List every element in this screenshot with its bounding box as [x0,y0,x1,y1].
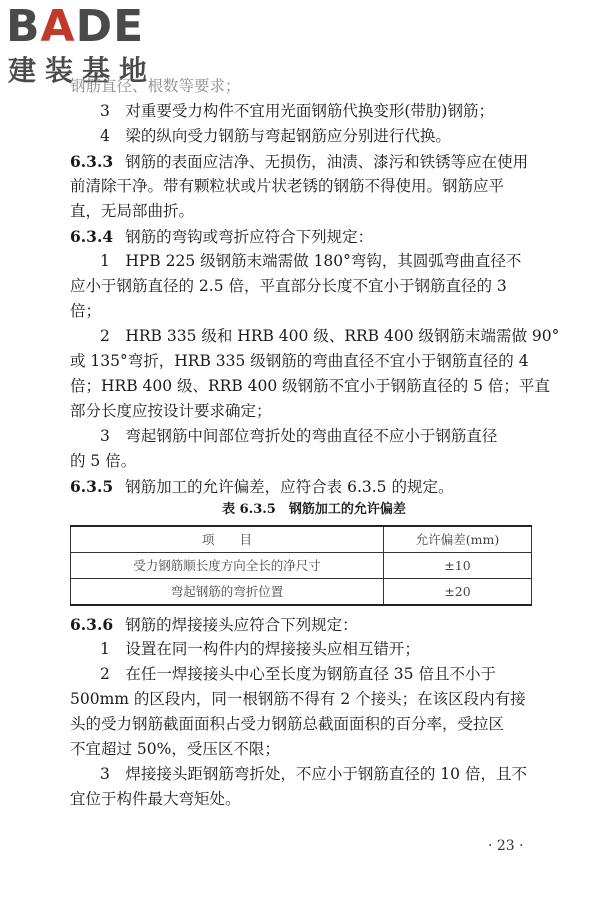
brand-subtitle: 建装基地 [8,54,157,87]
line-text: 2 HRB 335 级和 HRB 400 级、RRB 400 级钢筋末端需做 90° [100,327,560,345]
text-block-lower [70,612,558,812]
line-text: 头的受力钢筋截面面积占受力钢筋总截面面积的百分率，受拉区 [70,715,505,733]
text-line [70,199,558,224]
text-line [70,762,558,787]
table-header-cell: 项 目 [71,526,384,553]
table-cell: 受力钢筋顺长度方向全长的净尺寸 [71,553,384,579]
table-header-row [71,526,532,553]
text-line [70,424,558,449]
text-line [70,74,558,99]
section-number: 6.3.6 [70,615,114,634]
section-number: 6.3.4 [70,227,114,246]
line-text: 或 135°弯折，HRB 335 级钢筋的弯曲直径不宜小于钢筋直径的 4 [70,352,529,370]
section-number: 6.3.5 [70,477,114,496]
section-line [70,612,558,637]
table-row [71,553,532,579]
text-line [70,687,558,712]
document-body [70,74,558,812]
text-line [70,324,558,349]
text-line [70,374,558,399]
brand-wordmark: BADE [6,1,145,52]
section-line [70,149,558,174]
line-text: 3 焊接接头距钢筋弯折处，不应小于钢筋直径的 10 倍，且不 [100,765,527,783]
text-line [70,712,558,737]
page-number: · 23 · [488,838,524,854]
text-line [70,299,558,324]
text-line [70,249,558,274]
line-text: 500mm 的区段内，同一根钢筋不得有 2 个接头；在该区段内有接 [70,690,526,708]
line-text: 钢筋的焊接接头应符合下列规定： [125,616,358,634]
table-cell: ±20 [384,579,532,606]
line-text: 钢筋的弯钩或弯折应符合下列规定： [125,228,374,246]
table-cell: 弯起钢筋的弯折位置 [71,579,384,606]
line-text: 1 设置在同一构件内的焊接接头应相互错开； [100,640,420,658]
line-text: 直，无局部曲折。 [70,202,195,220]
section-number: 6.3.3 [70,152,114,171]
line-text: 前清除干净。带有颗粒状或片状老锈的钢筋不得使用。钢筋应平 [70,177,505,195]
table-cell: ±10 [384,553,532,579]
line-text: 2 在任一焊接接头中心至长度为钢筋直径 35 倍且不小于 [100,665,496,683]
text-line [70,99,558,124]
line-text: 3 对重要受力构件不宜用光面钢筋代换变形(带肋)钢筋； [100,102,494,120]
line-text: 倍；HRB 400 级、RRB 400 级钢筋不宜小于钢筋直径的 5 倍；平直 [70,377,550,395]
section-line [70,474,558,499]
line-text: 不宜超过 50%，受压区不限； [70,740,280,758]
deviation-table [70,525,532,606]
text-line [70,449,558,474]
line-text: 钢筋加工的允许偏差，应符合表 6.3.5 的规定。 [125,478,454,496]
text-line [70,637,558,662]
line-text: 钢筋直径、根数等要求； [70,77,241,95]
table-caption: 表 6.3.5 钢筋加工的允许偏差 [222,502,406,517]
line-text: 4 梁的纵向受力钢筋与弯起钢筋应分别进行代换。 [100,127,451,145]
table-row [71,579,532,606]
line-text: 钢筋的表面应洁净、无损伤，油渍、漆污和铁锈等应在使用 [125,153,529,171]
text-line [70,787,558,812]
line-text: 宜位于构件最大弯矩处。 [70,790,241,808]
text-line [70,124,558,149]
line-text: 部分长度应按设计要求确定； [70,402,272,420]
text-block-upper [70,74,558,499]
line-text: 应小于钢筋直径的 2.5 倍，平直部分长度不宜小于钢筋直径的 3 [70,277,507,295]
text-line [70,274,558,299]
table-header-cell: 允许偏差(mm) [384,526,532,553]
text-line [70,737,558,762]
text-line [70,349,558,374]
text-line [70,662,558,687]
line-text: 倍； [70,302,102,320]
line-text: 3 弯起钢筋中间部位弯折处的弯曲直径不应小于钢筋直径 [100,427,498,445]
text-line [70,399,558,424]
line-text: 的 5 倍。 [70,452,137,470]
line-text: 1 HPB 225 级钢筋末端需做 180°弯钩，其圆弧弯曲直径不 [100,252,522,270]
text-line [70,174,558,199]
section-line [70,224,558,249]
